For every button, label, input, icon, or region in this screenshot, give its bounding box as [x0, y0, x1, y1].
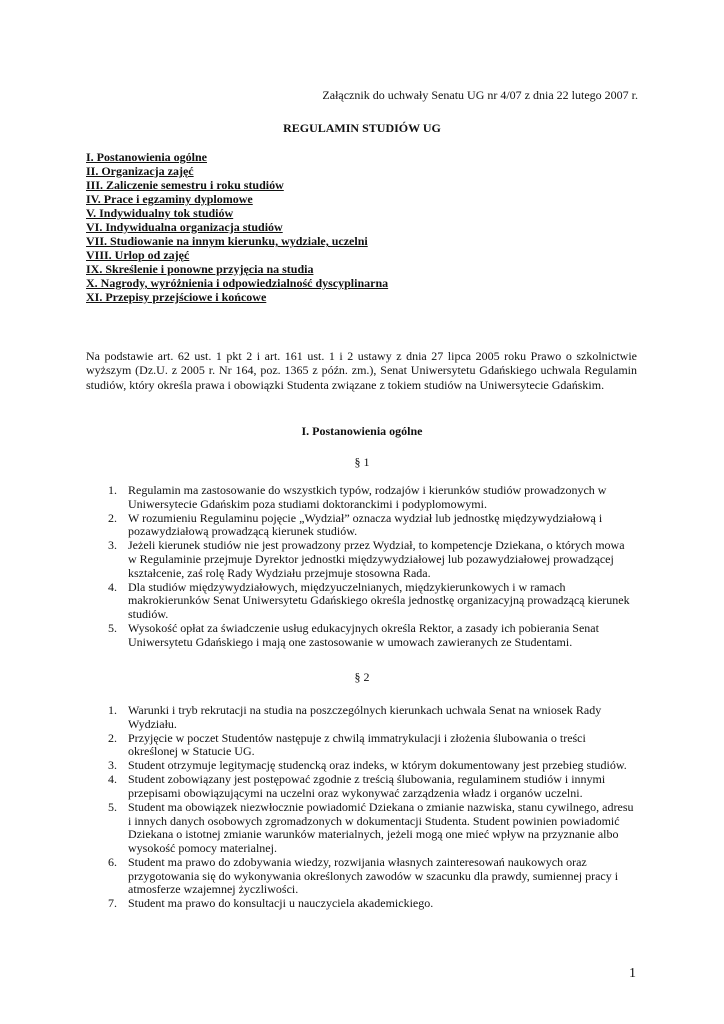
toc-link[interactable]: V. Indywidualny tok studiów: [86, 206, 234, 220]
item-text: Dla studiów międzywydziałowych, międzyuczelnianych, międzykierunkowych i w ramach makrokierunków Senat Uniwersytetu Gdańskiego określa jednostkę organizacyjną prowadzącą kierunek studiów.: [128, 579, 630, 621]
item-text: Student ma obowiązek niezwłocznie powiadomić Dziekana o zmianie nazwiska, stanu cywilnego, adresu i innych danych osobowych zgromadzonych w dokumentacji Studenta. Student powinien powiadomić Dziekana o istotnej zmianie warunków materialnych, jeżeli mogą one mieć wpływ na przyznanie albo wysokość pomocy materialnej.: [128, 800, 634, 855]
paragraph-sign: § 2: [354, 670, 370, 684]
section-title: I. Postanowienia ogólne: [301, 424, 423, 438]
list-item: [0, 897, 634, 911]
list-item: [0, 581, 634, 622]
item-text: Warunki i tryb rekrutacji na studia na poszczególnych kierunkach uchwala Senat na wniosek Rady Wydziału.: [128, 703, 602, 731]
item-number: 4.: [108, 772, 117, 787]
page-number: 1: [629, 966, 636, 981]
item-text: Regulamin ma zastosowanie do wszystkich typów, rodzajów i kierunków studiów prowadzonych w Uniwersytecie Gdańskim poza studiami doktoranckimi i podyplomowymi.: [128, 483, 607, 511]
item-text: Jeżeli kierunek studiów nie jest prowadzony przez Wydział, to kompetencje Dziekana, o których mowa w Regulaminie przejmuje Dyrektor jednostki międzywydziałowej lub pozawydziałowej prowadzącej kształcenie, zaś rolę Rady Wydziału przejmuje stosowna Rada.: [128, 538, 625, 580]
list-item: [0, 622, 634, 649]
list-item: [0, 732, 634, 759]
intro-paragraph: Na podstawie art. 62 ust. 1 pkt 2 i art. 161 ust. 1 i 2 ustawy z dnia 27 lipca 2005 roku Prawo o szkolnictwie wyższym (Dz.U. z 2005 r. Nr 164, poz. 1365 z późn. zm.), Senat Uniwersytetu Gdańskiego uchwala Regulamin studiów, który określa prawa i obowiązki Studenta związane z tokiem studiów na Uniwersytecie Gdańskim.: [86, 349, 637, 392]
item-text: Student otrzymuje legitymację studencką oraz indeks, w którym dokumentowany jest przebieg studiów.: [128, 758, 627, 773]
list-item: [0, 539, 634, 580]
list-item: [0, 801, 634, 855]
toc-link[interactable]: II. Organizacja zajęć: [86, 164, 194, 178]
toc-link[interactable]: IV. Prace i egzaminy dyplomowe: [86, 192, 253, 206]
item-text: Student zobowiązany jest postępować zgodnie z treścią ślubowania, regulaminem studiów i innymi przepisami obowiązującymi na uczelni oraz wykonywać zarządzenia władz i organów uczelni.: [128, 772, 606, 801]
list-item: [0, 759, 634, 773]
item-text: W rozumieniu Regulaminu pojęcie „Wydział” oznacza wydział lub jednostkę międzywydziałową i pozawydziałową prowadzącą kierunek studiów.: [128, 510, 603, 539]
item-text: Przyjęcie w poczet Studentów następuje z chwilą immatrykulacji i złożenia ślubowania o treści określonej w Statucie UG.: [128, 730, 586, 759]
toc-link[interactable]: XI. Przepisy przejściowe i końcowe: [86, 290, 267, 304]
list-item: [0, 773, 634, 800]
item-text: Wysokość opłat za świadczenie usług edukacyjnych określa Rektor, a zasady ich pobierania Senat Uniwersytetu Gdańskiego i mają one zastosowanie w umowach zawieranych ze Studentami.: [128, 620, 599, 649]
item-number: 2.: [108, 510, 117, 525]
list-item: [0, 704, 634, 731]
toc-link[interactable]: X. Nagrody, wyróżnienia i odpowiedzialność dyscyplinarna: [86, 276, 389, 290]
toc-link[interactable]: III. Zaliczenie semestru i roku studiów: [86, 178, 284, 192]
paragraph-sign: § 1: [354, 455, 370, 469]
item-number: 6.: [108, 855, 117, 870]
item-number: 5.: [108, 620, 117, 635]
list-item: [0, 512, 634, 539]
item-number: 3.: [108, 538, 117, 553]
toc-link[interactable]: VII. Studiowanie na innym kierunku, wydziale, uczelni: [86, 234, 368, 248]
item-number: 5.: [108, 800, 117, 815]
toc-link[interactable]: VIII. Urlop od zajęć: [86, 248, 190, 262]
toc-link[interactable]: IX. Skreślenie i ponowne przyjęcia na studia: [86, 262, 314, 276]
item-text: Student ma prawo do zdobywania wiedzy, rozwijania własnych zainteresowań naukowych oraz przygotowania się do wykonywania określonych zawodów w szacunku dla prawdy, sumiennej pracy i atmosferze wzajemnej życzliwości.: [128, 855, 619, 897]
paragraph-1-list: [0, 484, 634, 650]
toc-link[interactable]: I. Postanowienia ogólne: [86, 150, 208, 164]
list-item: [0, 484, 634, 511]
item-number: 1.: [108, 703, 117, 717]
toc-link[interactable]: VI. Indywidualna organizacja studiów: [86, 220, 283, 234]
item-number: 3.: [108, 758, 117, 773]
header-note: Załącznik do uchwały Senatu UG nr 4/07 z dnia 22 lutego 2007 r.: [322, 88, 638, 102]
list-item: [0, 856, 634, 897]
item-number: 1.: [108, 483, 117, 497]
document-title: REGULAMIN STUDIÓW UG: [283, 121, 441, 135]
item-text: Student ma prawo do konsultacji u nauczyciela akademickiego.: [128, 896, 434, 911]
item-number: 7.: [108, 896, 117, 911]
item-number: 2.: [108, 730, 117, 745]
item-number: 4.: [108, 579, 117, 594]
table-of-contents: [86, 150, 388, 304]
paragraph-2-list: [0, 704, 634, 911]
